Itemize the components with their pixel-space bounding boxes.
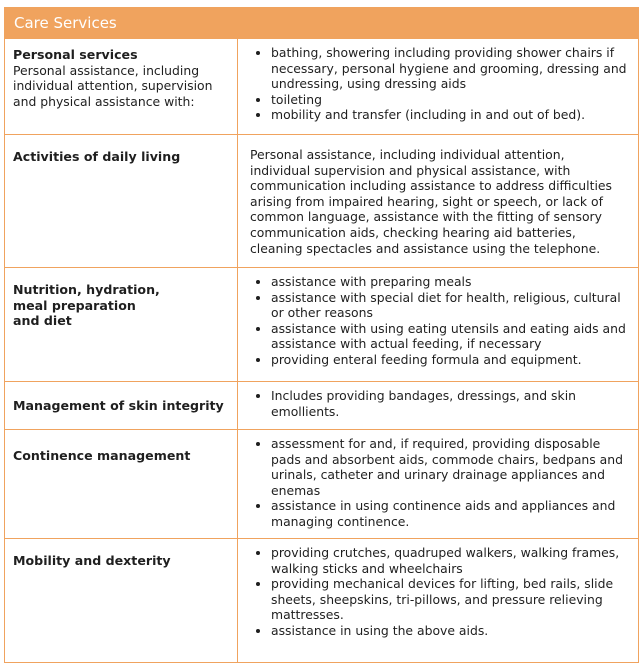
table-header: Care Services <box>4 7 639 38</box>
row-label: Nutrition, hydration, meal preparation and diet <box>13 282 160 329</box>
care-services-table <box>4 7 639 663</box>
row-content-cell <box>238 268 639 382</box>
list-item: • Includes providing bandages, dressings, and skin emollients. <box>271 388 632 419</box>
list-item: • toileting <box>271 92 632 108</box>
row-label: Continence management <box>13 448 191 463</box>
list-item: • assistance with special diet for health, religious, cultural or other reasons <box>271 290 632 321</box>
row-content-cell <box>238 135 639 268</box>
row-content-cell <box>238 39 639 135</box>
bullet-list <box>244 388 632 419</box>
row-label-cell <box>5 135 238 268</box>
row-label: Mobility and dexterity <box>13 553 171 568</box>
table-row <box>5 382 639 430</box>
list-item: • providing mechanical devices for lifting, bed rails, slide sheets, sheepskins, tri-pillows, and pressure relieving mattresses. <box>271 576 632 623</box>
table-row <box>5 39 639 135</box>
list-item: • assistance with preparing meals <box>271 274 632 290</box>
bullet-list <box>244 274 632 368</box>
table-row <box>5 268 639 382</box>
services-table <box>4 38 639 663</box>
row-label: Activities of daily living <box>13 149 181 164</box>
row-label-cell <box>5 430 238 539</box>
row-label-cell <box>5 39 238 135</box>
row-label: Management of skin integrity <box>13 398 224 413</box>
row-content-cell <box>238 382 639 430</box>
list-item: • providing enteral feeding formula and equipment. <box>271 352 632 368</box>
list-item: • mobility and transfer (including in and out of bed). <box>271 107 632 123</box>
row-paragraph: Personal assistance, including individual attention, individual supervision and physical assistance, with communication including assistance to address difficulties arising from impaired hearing, sight or speech, or lack of common language, assistance with the fitting of sensory communication aids, checking hearing aid batteries, cleaning spectacles and assistance using the telephone. <box>250 147 612 256</box>
row-label: Personal services <box>13 47 138 62</box>
bullet-list <box>244 545 632 639</box>
bullet-list <box>244 436 632 530</box>
list-item: • assistance with using eating utensils and eating aids and assistance with actual feeding, if necessary <box>271 321 632 352</box>
row-description: Personal assistance, including individual attention, supervision and physical assistance with: <box>13 62 213 109</box>
list-item: • providing crutches, quadruped walkers, walking frames, walking sticks and wheelchairs <box>271 545 632 576</box>
table-row <box>5 135 639 268</box>
list-item: • assessment for and, if required, providing disposable pads and absorbent aids, commode chairs, bedpans and urinals, catheter and urinary drainage appliances and enemas <box>271 436 632 498</box>
row-label-cell <box>5 382 238 430</box>
row-label-cell <box>5 539 238 663</box>
row-content-cell <box>238 539 639 663</box>
list-item: • assistance in using the above aids. <box>271 623 632 639</box>
row-label-cell <box>5 268 238 382</box>
table-row <box>5 539 639 663</box>
bullet-list <box>244 45 632 123</box>
table-row <box>5 430 639 539</box>
list-item: • bathing, showering including providing shower chairs if necessary, personal hygiene and grooming, dressing and undressing, using dressing aids <box>271 45 632 92</box>
row-content-cell <box>238 430 639 539</box>
list-item: • assistance in using continence aids and appliances and managing continence. <box>271 498 632 529</box>
